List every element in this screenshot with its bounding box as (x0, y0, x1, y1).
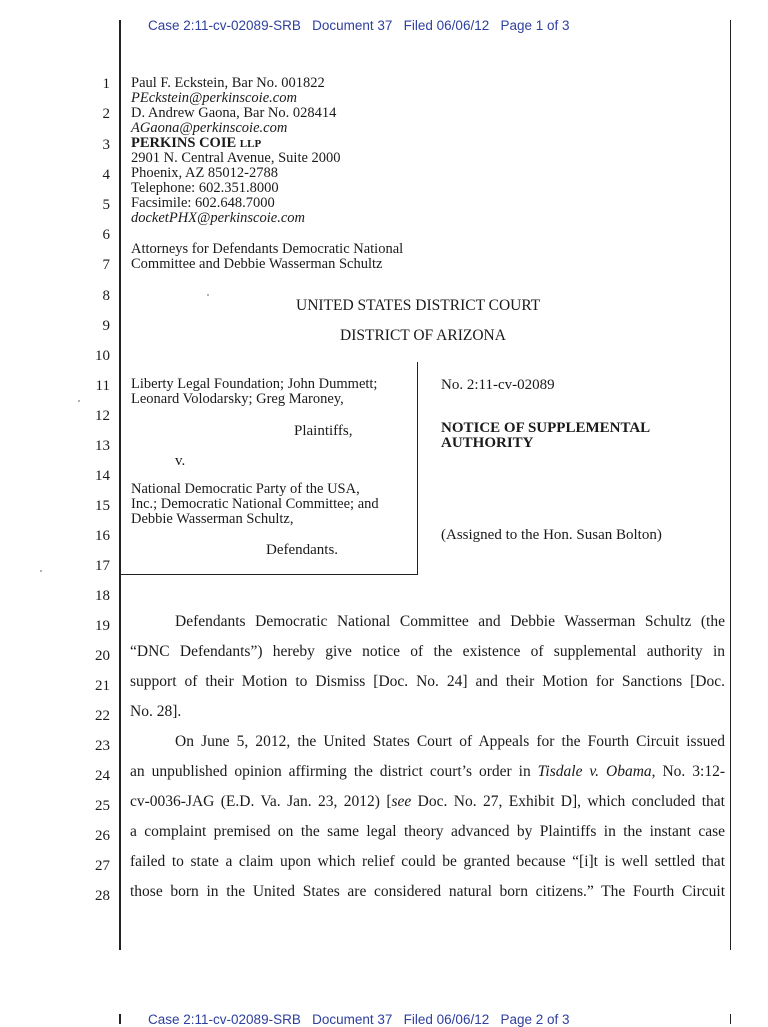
line-number: 16 (95, 528, 110, 544)
attorneys-for-line: Attorneys for Defendants Democratic National (131, 241, 404, 257)
line-number: 14 (95, 468, 110, 484)
line-number: 22 (95, 708, 110, 724)
caption-defendants (131, 482, 379, 527)
caption-divider-vertical (417, 362, 418, 575)
body-text: cv-0036-JAG (E.D. Va. Jan. 23, 2012) [ (130, 793, 392, 810)
attorneys-for-line: Committee and Debbie Wasserman Schultz (131, 256, 383, 272)
header-case-number: Case 2:11-cv-02089-SRB (148, 18, 301, 33)
left-margin-rule (119, 1014, 121, 1024)
scan-speck (78, 400, 80, 402)
header-page-number: Page 1 of 3 (500, 18, 570, 33)
defendants-line: Debbie Wasserman Schultz, (131, 511, 294, 527)
line-number: 24 (95, 768, 110, 784)
firm-name: PERKINS COIE (131, 135, 237, 151)
line-number: 23 (95, 738, 110, 754)
document-title (441, 421, 650, 451)
attorney-name: Paul F. Eckstein, Bar No. 001822 (131, 75, 325, 91)
line-number: 10 (95, 348, 110, 364)
line-number: 18 (95, 588, 110, 604)
line-number: 1 (102, 76, 110, 92)
line-number: 3 (102, 137, 110, 153)
line-number: 17 (95, 558, 110, 574)
body-line: failed to state a claim upon which relief could be granted because “[i]t is well settled that (130, 853, 725, 870)
line-number: 28 (95, 888, 110, 904)
defendants-label: Defendants. (266, 542, 339, 558)
line-number: 12 (95, 408, 110, 424)
court-district: DISTRICT OF ARIZONA (340, 327, 506, 344)
body-line: No. 28]. (130, 703, 182, 720)
plaintiffs-label: Plaintiffs, (294, 423, 353, 439)
line-number: 5 (102, 197, 110, 213)
attorney-email[interactable]: AGaona@perkinscoie.com (131, 120, 288, 136)
case-number: No. 2:11-cv-02089 (441, 377, 555, 393)
page-header (148, 18, 570, 33)
document-title-line: NOTICE OF SUPPLEMENTAL (441, 420, 651, 436)
line-number: 4 (102, 167, 110, 183)
firm-suffix: LLP (239, 138, 262, 150)
caption-divider-horizontal (121, 574, 418, 575)
attorney-name: D. Andrew Gaona, Bar No. 028414 (131, 105, 337, 121)
line-number: 27 (95, 858, 110, 874)
body-line: On June 5, 2012, the United States Court of Appeals for the Fourth Circuit issued (175, 733, 725, 750)
line-number: 26 (95, 828, 110, 844)
header-filed-date: Filed 06/06/12 (403, 18, 490, 33)
body-line: those born in the United States are considered natural born citizens.” The Fourth Circuit (130, 883, 725, 900)
body-line: Defendants Democratic National Committee and Debbie Wasserman Schultz (the (175, 613, 725, 630)
left-margin-rule (119, 20, 121, 950)
line-number: 15 (95, 498, 110, 514)
line-number: 6 (102, 227, 110, 243)
see-signal: see (391, 793, 412, 810)
plaintiffs-line: Leonard Volodarsky; Greg Maroney, (131, 391, 344, 407)
caption-plaintiffs (131, 377, 377, 407)
document-title-line: AUTHORITY (441, 435, 534, 451)
firm-telephone: Telephone: 602.351.8000 (131, 180, 279, 196)
line-number: 21 (95, 678, 110, 694)
header-case-number: Case 2:11-cv-02089-SRB (148, 1012, 301, 1027)
header-page-number: Page 2 of 3 (500, 1012, 570, 1027)
court-name: UNITED STATES DISTRICT COURT (296, 297, 541, 314)
scan-speck (207, 294, 209, 296)
attorney-email[interactable]: PEckstein@perkinscoie.com (131, 90, 297, 106)
defendants-line: Inc.; Democratic National Committee; and (131, 496, 379, 512)
firm-address: 2901 N. Central Avenue, Suite 2000 (131, 150, 341, 166)
versus: v. (175, 453, 186, 469)
line-number: 13 (95, 438, 110, 454)
scan-speck (40, 570, 42, 572)
line-number: 11 (95, 378, 110, 394)
law-firm-name (131, 136, 341, 151)
line-number: 8 (102, 288, 110, 304)
assigned-judge: (Assigned to the Hon. Susan Bolton) (441, 527, 662, 543)
firm-facsimile: Facsimile: 602.648.7000 (131, 195, 275, 211)
line-number: 20 (95, 648, 110, 664)
body-text: Doc. No. 27, Exhibit D], which concluded that (411, 793, 725, 810)
firm-city: Phoenix, AZ 85012-2788 (131, 165, 279, 181)
body-text: an unpublished opinion affirming the district court’s order in (130, 763, 538, 780)
line-number: 9 (102, 318, 110, 334)
case-citation: Tisdale v. Obama (537, 763, 652, 780)
line-number: 2 (102, 106, 110, 122)
header-document: Document 37 (312, 1012, 393, 1027)
body-line (130, 793, 725, 811)
body-line: “DNC Defendants”) hereby give notice of the existence of supplemental authority in (130, 643, 725, 660)
right-margin-rule (730, 1014, 731, 1024)
defendants-line: National Democratic Party of the USA, (131, 481, 360, 497)
header-filed-date: Filed 06/06/12 (403, 1012, 490, 1027)
attorneys-for (131, 242, 403, 272)
body-line: a complaint premised on the same legal theory advanced by Plaintiffs in the instant case (130, 823, 725, 840)
body-line (130, 763, 725, 781)
body-text: , No. 3:12- (651, 763, 725, 780)
docket-email[interactable]: docketPHX@perkinscoie.com (131, 210, 305, 226)
line-number: 19 (95, 618, 110, 634)
attorney-block (131, 76, 341, 226)
right-margin-rule (730, 20, 731, 950)
line-number: 25 (95, 798, 110, 814)
header-document: Document 37 (312, 18, 393, 33)
page-header (148, 1012, 570, 1027)
line-number: 7 (102, 257, 110, 273)
body-line: support of their Motion to Dismiss [Doc. No. 24] and their Motion for Sanctions [Doc. (130, 673, 725, 690)
plaintiffs-line: Liberty Legal Foundation; John Dummett; (131, 376, 378, 392)
